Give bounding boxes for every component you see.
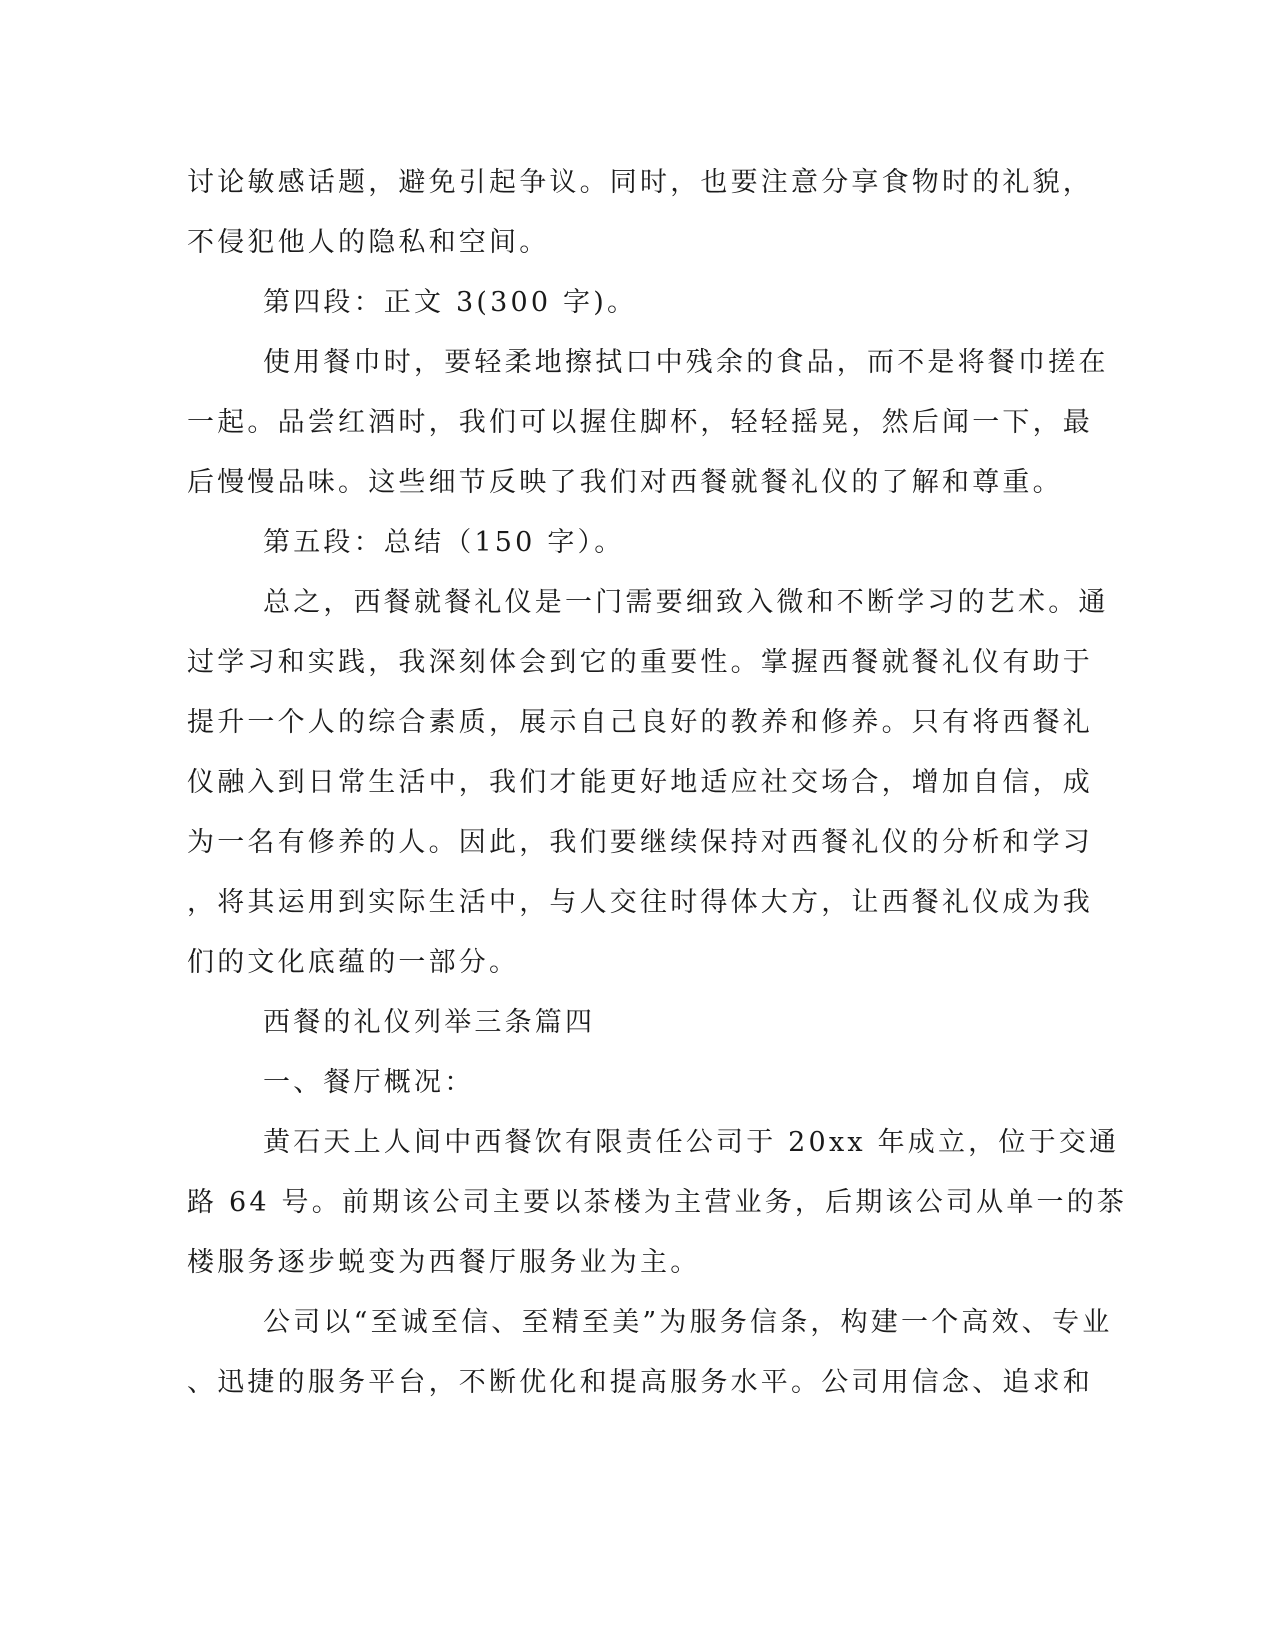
- text-line: 总之，西餐就餐礼仪是一门需要细致入微和不断学习的艺术。通: [263, 587, 1109, 618]
- section-heading: 第四段：正文 3(300 字)。: [263, 287, 638, 318]
- text-line: 楼服务逐步蜕变为西餐厅服务业为主。: [187, 1247, 701, 1278]
- text-line: 黄石天上人间中西餐饮有限责任公司于 20xx 年成立，位于交通: [263, 1127, 1120, 1158]
- text-line: 仪融入到日常生活中，我们才能更好地适应社交场合，增加自信，成: [187, 767, 1093, 798]
- section-heading: 第五段：总结（150 字）。: [263, 527, 625, 558]
- text-line: 使用餐巾时，要轻柔地擦拭口中残余的食品，而不是将餐巾搓在: [263, 347, 1109, 378]
- section-heading: 一、餐厅概况：: [263, 1067, 475, 1098]
- text-line: 过学习和实践，我深刻体会到它的重要性。掌握西餐就餐礼仪有助于: [187, 647, 1093, 678]
- text-line: 一起。品尝红酒时，我们可以握住脚杯，轻轻摇晃，然后闻一下，最: [187, 407, 1093, 438]
- article-title: 西餐的礼仪列举三条篇四: [263, 1007, 596, 1038]
- text-line: 后慢慢品味。这些细节反映了我们对西餐就餐礼仪的了解和尊重。: [187, 467, 1063, 498]
- text-line: 们的文化底蕴的一部分。: [187, 947, 520, 978]
- text-line: 路 64 号。前期该公司主要以茶楼为主营业务，后期该公司从单一的茶: [187, 1187, 1128, 1218]
- text-line: 公司以“至诚至信、至精至美”为服务信条，构建一个高效、专业: [263, 1307, 1113, 1338]
- text-line: 讨论敏感话题，避免引起争议。同时，也要注意分享食物时的礼貌，: [187, 167, 1093, 198]
- body-text: [187, 153, 1128, 1413]
- text-line: 为一名有修养的人。因此，我们要继续保持对西餐礼仪的分析和学习: [187, 827, 1093, 858]
- text-line: 提升一个人的综合素质，展示自己良好的教养和修养。只有将西餐礼: [187, 707, 1093, 738]
- text-line: 、迅捷的服务平台，不断优化和提高服务水平。公司用信念、追求和: [187, 1367, 1093, 1398]
- text-line: 不侵犯他人的隐私和空间。: [187, 227, 550, 258]
- text-line: ，将其运用到实际生活中，与人交往时得体大方，让西餐礼仪成为我: [187, 887, 1093, 918]
